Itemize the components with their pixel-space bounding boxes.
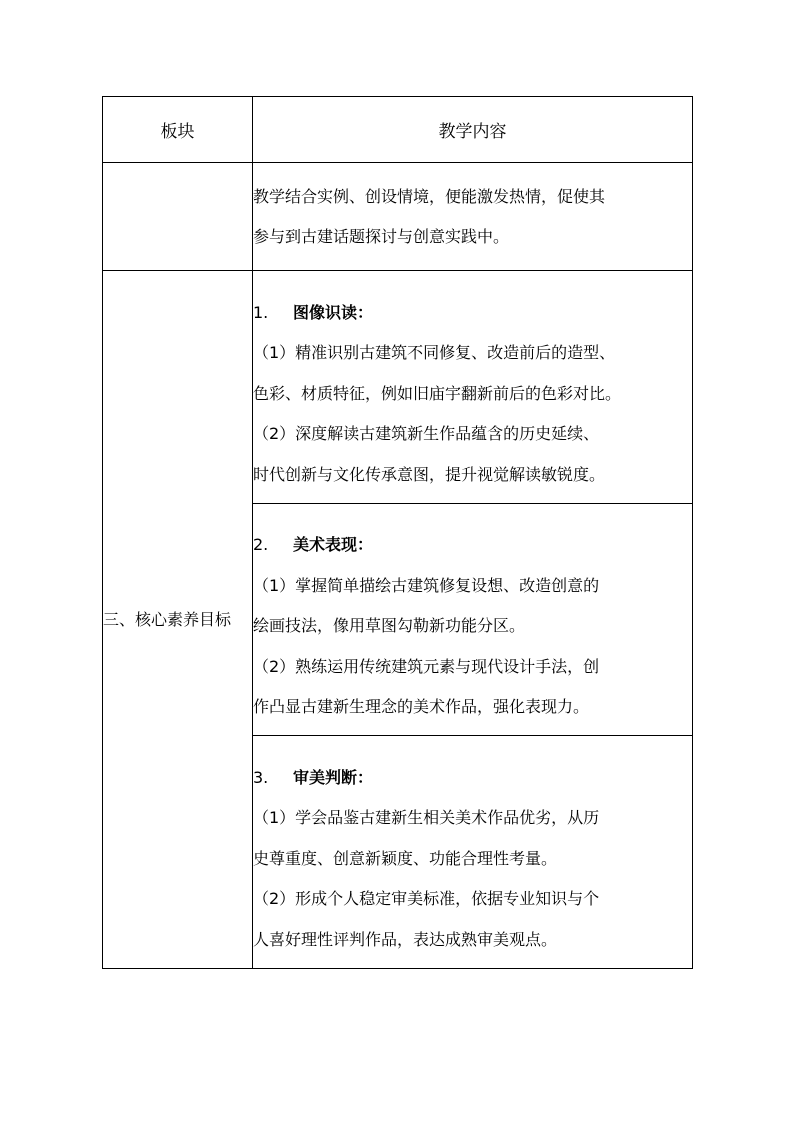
item-3-title: 审美判断： xyxy=(293,767,374,787)
core-item-1 xyxy=(253,271,693,504)
item-1-title: 图像识读： xyxy=(293,302,374,322)
intro-line-1: 教学结合实例、创设情境，便能激发热情，促使其 xyxy=(253,186,606,206)
item-1-line-2: 色彩、材质特征，例如旧庙宇翻新前后的色彩对比。 xyxy=(253,383,622,403)
core-block-cell xyxy=(103,271,253,969)
intro-content-cell xyxy=(253,163,693,271)
item-3-line-1: （1）学会品鉴古建新生相关美术作品优劣，从历 xyxy=(253,808,600,827)
core-item-2 xyxy=(253,504,693,736)
item-2-line-3: （2）熟练运用传统建筑元素与现代设计手法，创 xyxy=(253,656,600,676)
item-2-line-2: 绘画技法，像用草图勾勒新功能分区。 xyxy=(253,616,526,635)
intro-line-2: 参与到古建话题探讨与创意实践中。 xyxy=(253,227,510,247)
item-3-line-3: （2）形成个人稳定审美标准，依据专业知识与个 xyxy=(253,889,600,908)
item-3-line-4: 人喜好理性评判作品，表达成熟审美观点。 xyxy=(253,929,558,949)
item-3-number: 3. xyxy=(253,767,269,787)
lesson-content-table xyxy=(102,96,693,969)
item-1-line-4: 时代创新与文化传承意图，提升视觉解读敏锐度。 xyxy=(253,464,606,484)
item-3-title-line xyxy=(253,766,692,789)
item-1-line-3: （2）深度解读古建筑新生作品蕴含的历史延续、 xyxy=(253,424,600,443)
intro-block-cell xyxy=(103,163,253,271)
item-2-title-line xyxy=(253,533,692,556)
item-3-line-2: 史尊重度、创意新颖度、功能合理性考量。 xyxy=(253,848,558,868)
core-row-1 xyxy=(103,271,693,504)
table-header-row xyxy=(103,97,693,163)
item-2-line-4: 作凸显古建新生理念的美术作品，强化表现力。 xyxy=(253,697,590,716)
core-block-label: 三、核心素养目标 xyxy=(103,609,232,629)
item-2-number: 2. xyxy=(253,535,269,554)
core-item-3 xyxy=(253,736,693,969)
item-2-line-1: （1）掌握简单描绘古建筑修复设想、改造创意的 xyxy=(253,575,600,595)
item-1-line-1: （1）精准识别古建筑不同修复、改造前后的造型、 xyxy=(253,343,616,362)
item-1-title-line xyxy=(253,301,692,324)
header-block: 板块 xyxy=(103,97,253,163)
item-1-number: 1. xyxy=(253,302,269,322)
item-2-title: 美术表现： xyxy=(293,535,374,554)
header-content: 教学内容 xyxy=(253,97,693,163)
intro-row xyxy=(103,163,693,271)
